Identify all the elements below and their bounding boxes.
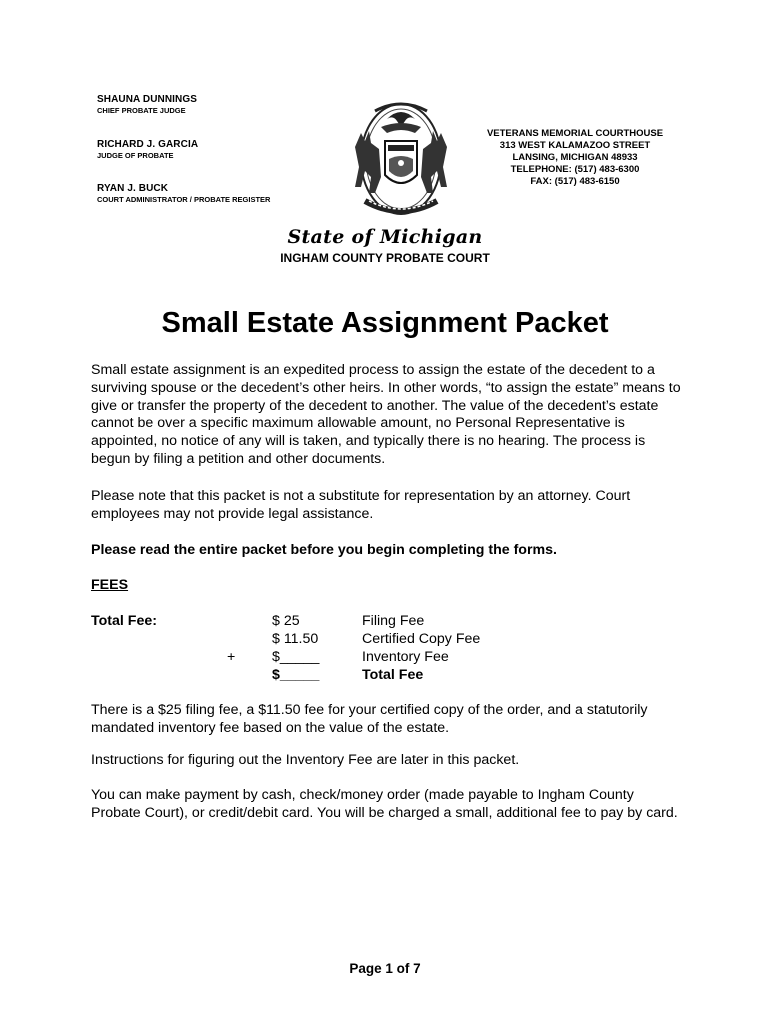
read-notice: Please read the entire packet before you begin completing the forms. (91, 542, 557, 558)
official-title: CHIEF PROBATE JUDGE (97, 106, 186, 115)
intro-paragraph: Small estate assignment is an expedited process to assign the estate of the decedent to a surviving spouse or the decedent’s other heirs. In other words, “to assign the estate” means to give or transfer the property of the decedent to another. The value of the decedent’s estate cannot be over a specific maximum allowable amount, no Personal Representative is appointed, no notice of any will is taken, and typically there is no hearing. The process is begun by filing a petition and other documents. (91, 362, 681, 467)
attorney-note: Please note that this packet is not a substitute for representation by an attorney. Court employees may not provide legal assistance. (91, 488, 631, 522)
total-fee-label: Total Fee: (91, 613, 157, 629)
fee-explanation: There is a $25 filing fee, a $11.50 fee for your certified copy of the order, and a statutorily mandated inventory fee based on the value of the estate. (91, 702, 648, 736)
court-name: INGHAM COUNTY PROBATE COURT (280, 251, 490, 265)
total-amount-blank: $_____ (272, 667, 320, 683)
fee-label: Inventory Fee (362, 649, 449, 665)
official-title: JUDGE OF PROBATE (97, 151, 174, 160)
official-name: SHAUNA DUNNINGS (97, 94, 198, 105)
address-line: 313 WEST KALAMAZOO STREET (499, 140, 651, 151)
payment-info: You can make payment by cash, check/money order (made payable to Ingham County Probate Court), or credit/debit card. You will be charged a small, additional fee to pay by card. (91, 787, 678, 821)
address-line: VETERANS MEMORIAL COURTHOUSE (486, 128, 664, 139)
fee-amount-blank: $_____ (272, 649, 320, 665)
plus-sign: + (227, 649, 236, 665)
page-number: Page 1 of 7 (349, 961, 421, 976)
fee-label: Certified Copy Fee (362, 631, 481, 647)
fax: FAX: (517) 483-6150 (530, 176, 620, 187)
telephone: TELEPHONE: (517) 483-6300 (510, 164, 640, 175)
official-name: RICHARD J. GARCIA (97, 139, 199, 150)
fee-label-total: Total Fee (362, 667, 424, 683)
official-name: RYAN J. BUCK (97, 183, 169, 194)
fees-heading: FEES (91, 577, 129, 593)
inventory-instructions: Instructions for figuring out the Inventory Fee are later in this packet. (91, 752, 520, 768)
michigan-state-seal-icon (335, 97, 467, 219)
address-line: LANSING, MICHIGAN 48933 (512, 152, 638, 163)
fee-amount: $ 25 (272, 613, 300, 629)
fee-label: Filing Fee (362, 613, 425, 629)
official-title: COURT ADMINISTRATOR / PROBATE REGISTER (97, 195, 271, 204)
courthouse-address (470, 128, 680, 188)
fee-amount: $ 11.50 (272, 631, 319, 647)
state-heading: State of Michigan (287, 226, 483, 248)
page-title: Small Estate Assignment Packet (161, 307, 609, 339)
